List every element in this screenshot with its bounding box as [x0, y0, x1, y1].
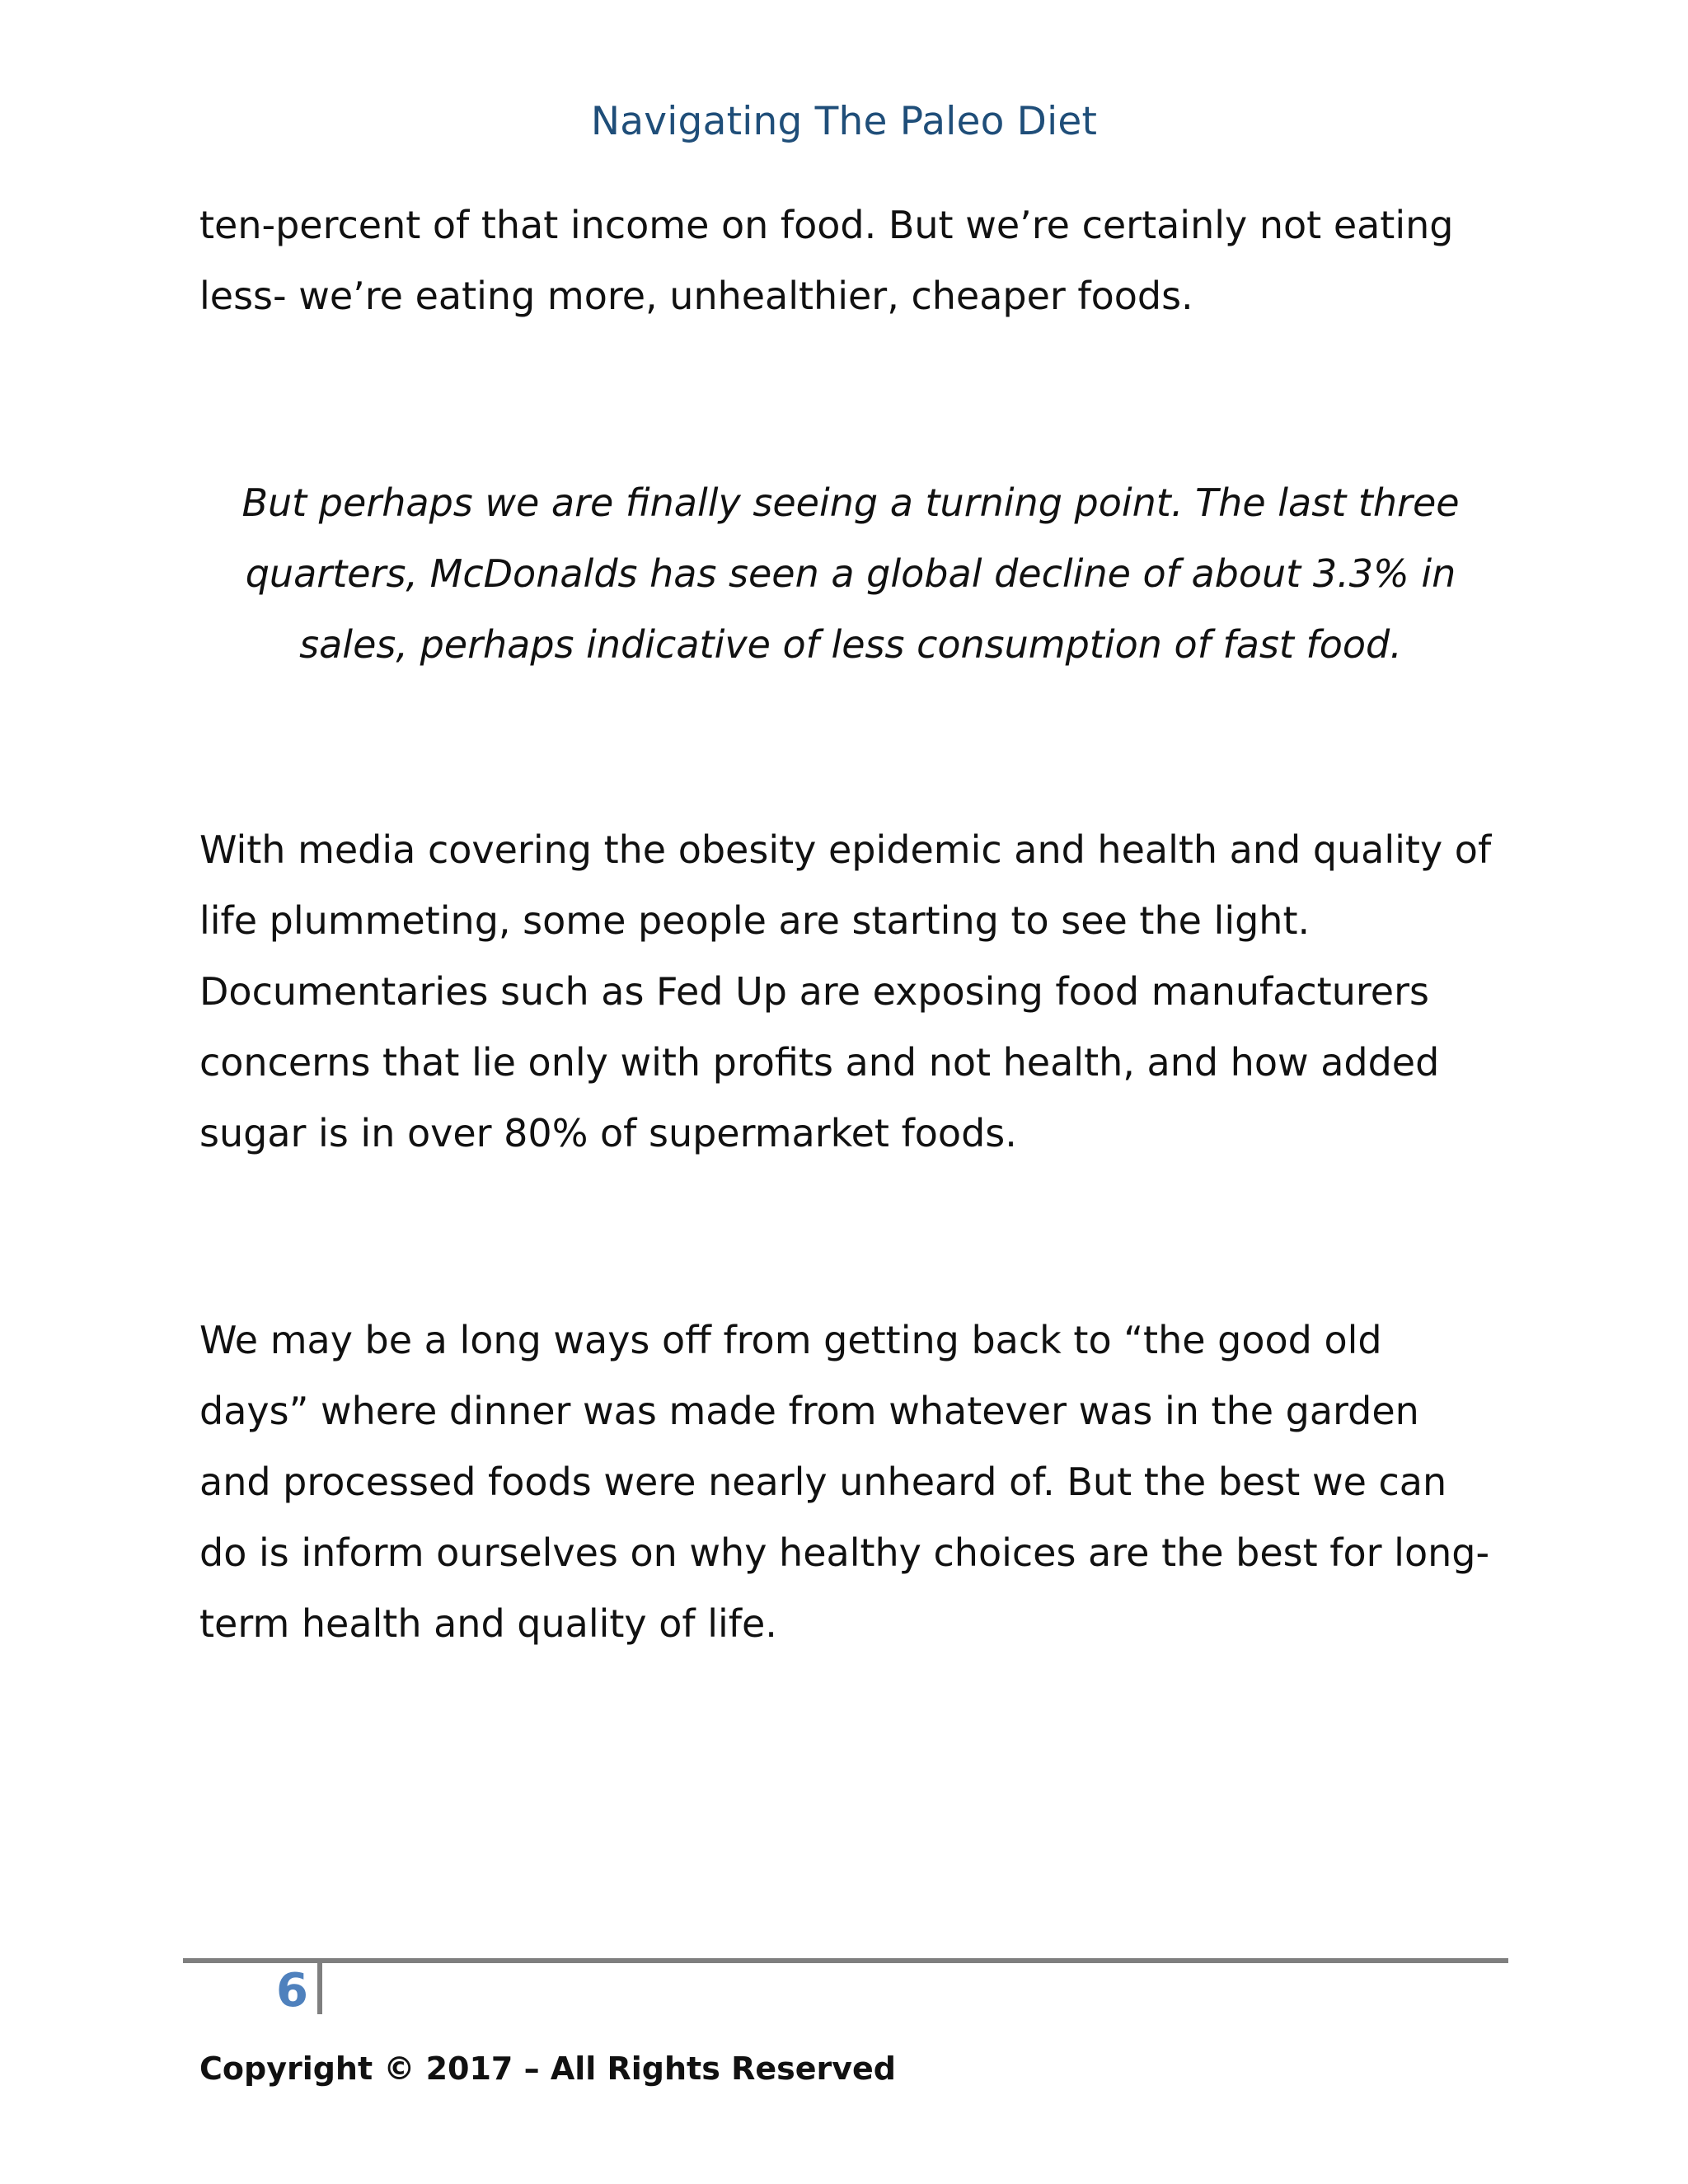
- copyright-notice: Copyright © 2017 – All Rights Reserved: [199, 2050, 896, 2087]
- pull-quote: But perhaps we are finally seeing a turning point. The last three quarters, McDonalds has seen a global decline of about 3.3% in sales, perhaps indicative of less consumption of fast food.: [241, 480, 1460, 667]
- page-number-divider: [317, 1963, 322, 2014]
- body-paragraph-1: ten-percent of that income on food. But we’re certainly not eating less- we’re eating more, unhealthier, cheaper foods.: [199, 203, 1454, 318]
- footer-rule: [183, 1958, 1508, 1963]
- page-number: 6: [276, 1964, 308, 2018]
- running-header: Navigating The Paleo Diet: [590, 99, 1098, 144]
- body-paragraph-3: We may be a long ways off from getting back to “the good old days” where dinner was made from whatever was in the garden and processed foods were nearly unheard of. But the best we can do is inform ourselves on why healthy choices are the best for long-term health and quality of life.: [199, 1318, 1490, 1646]
- body-paragraph-2: With media covering the obesity epidemic and health and quality of life plummeting, some people are starting to see the light. Documentaries such as Fed Up are exposing food manufacturers concerns that lie only with profits and not health, and how added sugar is in over 80% of supermarket foods.: [199, 827, 1492, 1155]
